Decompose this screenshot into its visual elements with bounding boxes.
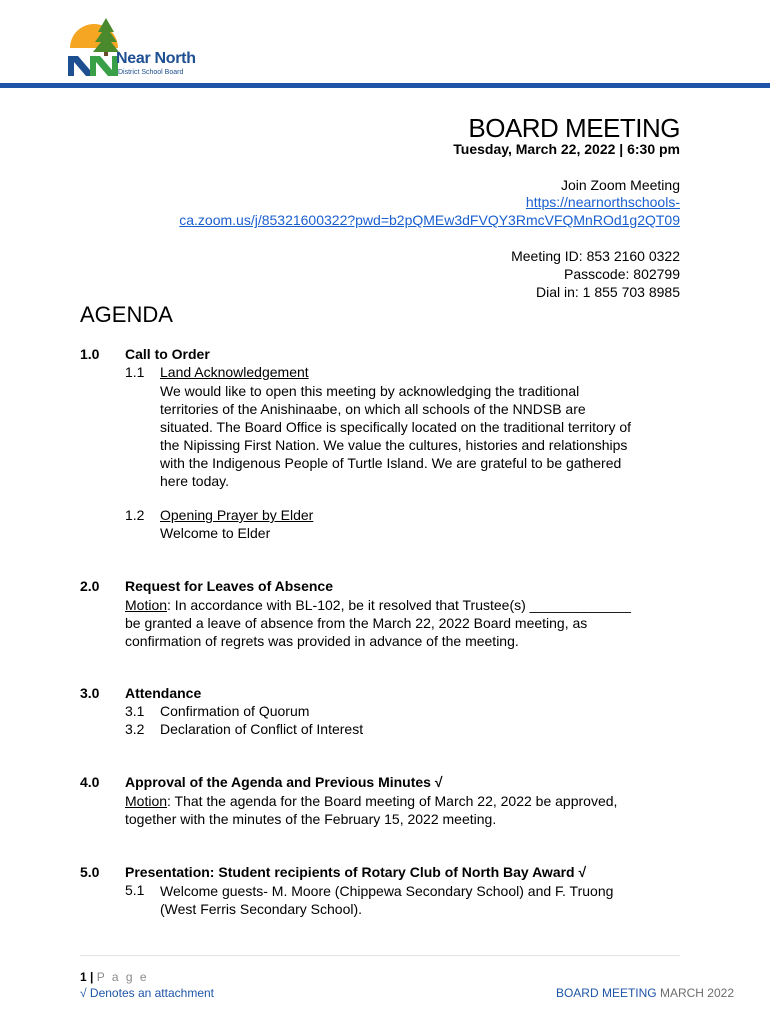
item-title: Attendance — [125, 685, 202, 701]
item-number: 5.0 — [80, 864, 100, 880]
land-acknowledgement-text: We would like to open this meeting by acknowledging the traditional territories of the Anishinaabe, on which all schools of the NNDSB are situated. The Board Office is specifically located on the traditional territory of the Nipissing First Nation. We value the cultures, histories and relationships with the Indigenous People of Turtle Island. We are grateful to be gathered here today. — [160, 383, 632, 489]
passcode: Passcode: 802799 — [564, 266, 680, 282]
attachment-note: √ Denotes an attachment — [80, 986, 214, 1000]
item-number: 4.0 — [80, 774, 100, 790]
subitem-number: 1.2 — [125, 507, 145, 523]
zoom-link-line1[interactable]: https://nearnorthschools- — [525, 194, 680, 210]
dial-in: Dial in: 1 855 703 8985 — [536, 284, 680, 300]
item-title: Call to Order — [125, 346, 210, 362]
agenda-heading: AGENDA — [80, 302, 173, 327]
subitem-number: 3.2 — [125, 721, 145, 737]
zoom-link-line2[interactable]: ca.zoom.us/j/85321600322?pwd=b2pQMEw3dFVQY3RmcVFQMnROd1g2QT09 — [179, 212, 680, 228]
join-zoom-label: Join Zoom Meeting — [560, 177, 680, 193]
page-number: 1 | P a g e — [80, 970, 149, 984]
meeting-id: Meeting ID: 853 2160 0322 — [511, 248, 680, 264]
item-title: Presentation: Student recipients of Rotary Club of North Bay Award √ — [125, 864, 587, 880]
item-number: 3.0 — [80, 685, 100, 701]
subitem-title: Confirmation of Quorum — [160, 703, 310, 719]
item-number: 1.0 — [80, 346, 100, 362]
header-rule — [0, 83, 770, 88]
motion-text: Motion: In accordance with BL-102, be it resolved that Trustee(s) _____________ be granted a leave of absence from the March 22, 2022 Board meeting, as confirmation of regrets was provided in advance of the meeting. — [125, 597, 631, 649]
subitem-title: Declaration of Conflict of Interest — [160, 721, 364, 737]
subitem-number: 3.1 — [125, 703, 145, 719]
footer-title: BOARD MEETING MARCH 2022 — [555, 986, 734, 1000]
subitem-body: Welcome guests- M. Moore (Chippewa Secondary School) and F. Truong (West Ferris Secondary School). — [160, 883, 614, 917]
subitem-body: Welcome to Elder — [160, 525, 271, 541]
subitem-title: Opening Prayer by Elder — [160, 507, 314, 523]
page-title: BOARD MEETING — [468, 113, 680, 143]
subitem-number: 5.1 — [125, 882, 145, 898]
item-title: Approval of the Agenda and Previous Minutes √ — [125, 774, 443, 790]
item-number: 2.0 — [80, 578, 100, 594]
logo-subtitle: District School Board — [118, 69, 184, 76]
logo-name: Near North — [116, 50, 196, 67]
item-title: Request for Leaves of Absence — [125, 578, 333, 594]
subitem-title: Land Acknowledgement — [160, 364, 309, 380]
footer-rule — [80, 955, 680, 956]
subitem-number: 1.1 — [125, 364, 145, 380]
motion-text: Motion: That the agenda for the Board meeting of March 22, 2022 be approved, together with the minutes of the February 15, 2022 meeting. — [125, 793, 618, 827]
meeting-datetime: Tuesday, March 22, 2022 | 6:30 pm — [453, 141, 680, 157]
